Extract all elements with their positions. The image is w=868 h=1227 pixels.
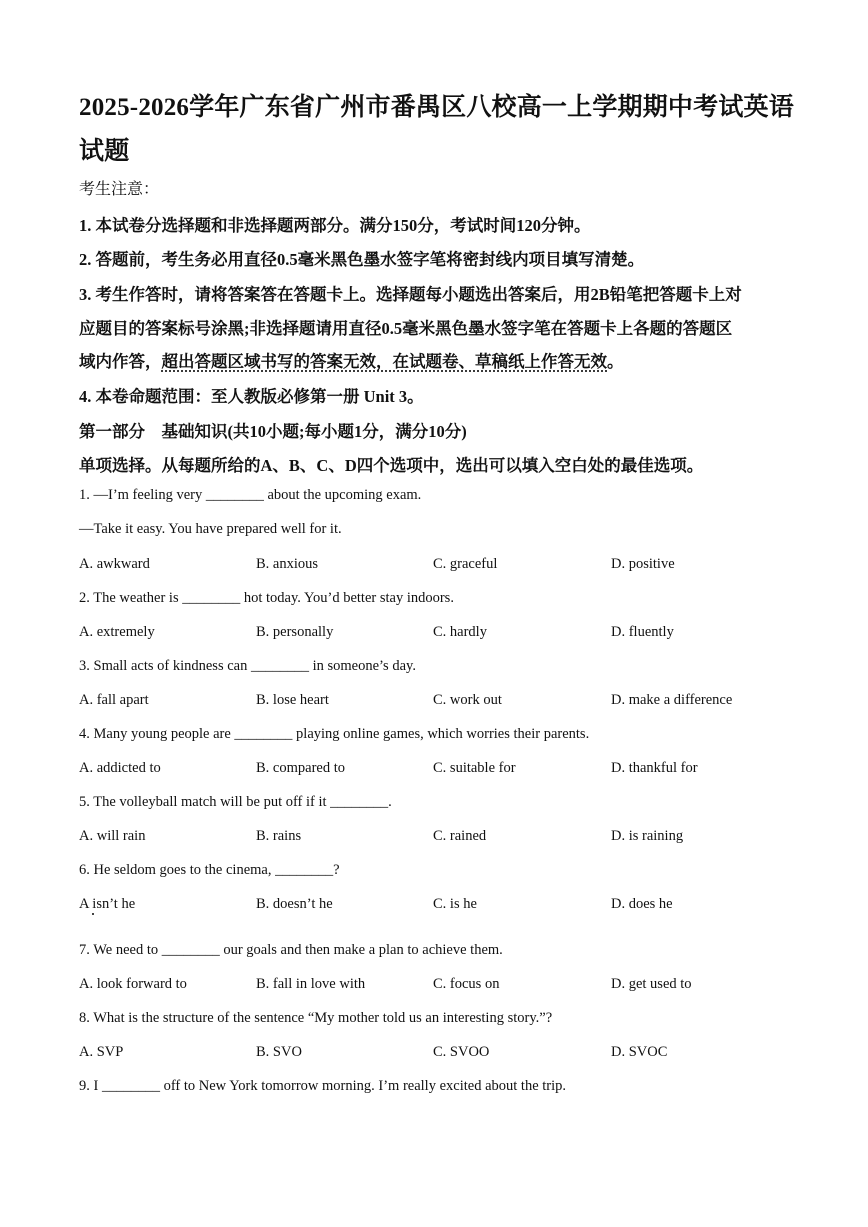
question-stem: 5. The volleyball match will be put off if it ________. <box>79 794 392 810</box>
notice-item-1: 1. 本试卷分选择题和非选择题两部分。满分150分，考试时间120分钟。 <box>79 216 591 235</box>
option-c: C. focus on <box>433 976 500 992</box>
option-a: A. look forward to <box>79 976 187 992</box>
option-c: C. rained <box>433 828 487 844</box>
notice-item-3-line-1: 3. 考生作答时，请将答案答在答题卡上。选择题每小题选出答案后，用2B铅笔把答题卡上对 <box>79 285 742 304</box>
option-a: A. extremely <box>79 624 155 640</box>
option-a: A. will rain <box>79 828 146 844</box>
section-instruction: 单项选择。从每题所给的A、B、C、D四个选项中，选出可以填入空白处的最佳选项。 <box>79 456 704 475</box>
question-stem: 8. What is the structure of the sentence “My mother told us an interesting story.”? <box>79 1010 553 1026</box>
option-b: B. SVO <box>256 1044 302 1060</box>
question-stem: 3. Small acts of kindness can ________ in someone’s day. <box>79 658 416 674</box>
notice-item-3-end: 。 <box>607 352 624 371</box>
option-a: A. addicted to <box>79 760 161 776</box>
option-a: A. fall apart <box>79 692 149 708</box>
option-b: B. lose heart <box>256 692 329 708</box>
option-b: B. personally <box>256 624 334 640</box>
question-stem: 9. I ________ off to New York tomorrow morning. I’m really excited about the trip. <box>79 1078 567 1094</box>
notice-item-3-line-2: 应题目的答案标号涂黑;非选择题请用直径0.5毫米黑色墨水签字笔在答题卡上各题的答题区 <box>79 319 733 338</box>
option-c: C. graceful <box>433 556 498 572</box>
notice-item-3-emphasis: 超出答题区域书写的答案无效，在试题卷、草稿纸上作答无效 <box>161 352 607 371</box>
option-b: B. rains <box>256 828 302 844</box>
option-d: D. thankful for <box>611 760 698 776</box>
question-stem: 2. The weather is ________ hot today. You’d better stay indoors. <box>79 590 454 606</box>
option-a: A. SVP <box>79 1044 124 1060</box>
notice-label: 考生注意： <box>79 181 160 198</box>
option-a: A isn’t he <box>79 896 136 912</box>
question-stem-reply: —Take it easy. You have prepared well for it. <box>79 521 342 537</box>
option-d: D. positive <box>611 556 675 572</box>
exam-title: 2025-2026学年广东省广州市番禺区八校高一上学期期中考试英语试题 <box>79 94 794 165</box>
notice-item-3-text: 域内作答， <box>79 352 162 371</box>
question-stem: 1. —I’m feeling very ________ about the upcoming exam. <box>79 487 422 503</box>
option-b: B. anxious <box>256 556 319 572</box>
question-stem: 6. He seldom goes to the cinema, ________? <box>79 862 340 878</box>
option-c: C. hardly <box>433 624 487 640</box>
question-stem: 7. We need to ________ our goals and then make a plan to achieve them. <box>79 942 503 958</box>
option-c: C. SVOO <box>433 1044 490 1060</box>
option-d: D. does he <box>611 896 673 912</box>
option-d: D. get used to <box>611 976 692 992</box>
notice-item-2: 2. 答题前，考生务必用直径0.5毫米黑色墨水签字笔将密封线内项目填写清楚。 <box>79 250 645 269</box>
option-d: D. make a difference <box>611 692 733 708</box>
notice-item-3-line-3 <box>79 348 624 372</box>
section-heading: 第一部分 基础知识(共10小题;每小题1分，满分10分) <box>79 422 467 441</box>
scan-dot <box>92 913 94 915</box>
option-d: D. is raining <box>611 828 684 844</box>
question-stem: 4. Many young people are ________ playing online games, which worries their parents. <box>79 726 590 742</box>
option-d: D. SVOC <box>611 1044 668 1060</box>
option-a: A. awkward <box>79 556 150 572</box>
option-c: C. is he <box>433 896 477 912</box>
option-b: B. compared to <box>256 760 345 776</box>
option-d: D. fluently <box>611 624 674 640</box>
option-c: C. suitable for <box>433 760 516 776</box>
option-b: B. fall in love with <box>256 976 366 992</box>
option-c: C. work out <box>433 692 502 708</box>
notice-item-4: 4. 本卷命题范围：至人教版必修第一册 Unit 3。 <box>79 387 424 406</box>
option-b: B. doesn’t he <box>256 896 333 912</box>
